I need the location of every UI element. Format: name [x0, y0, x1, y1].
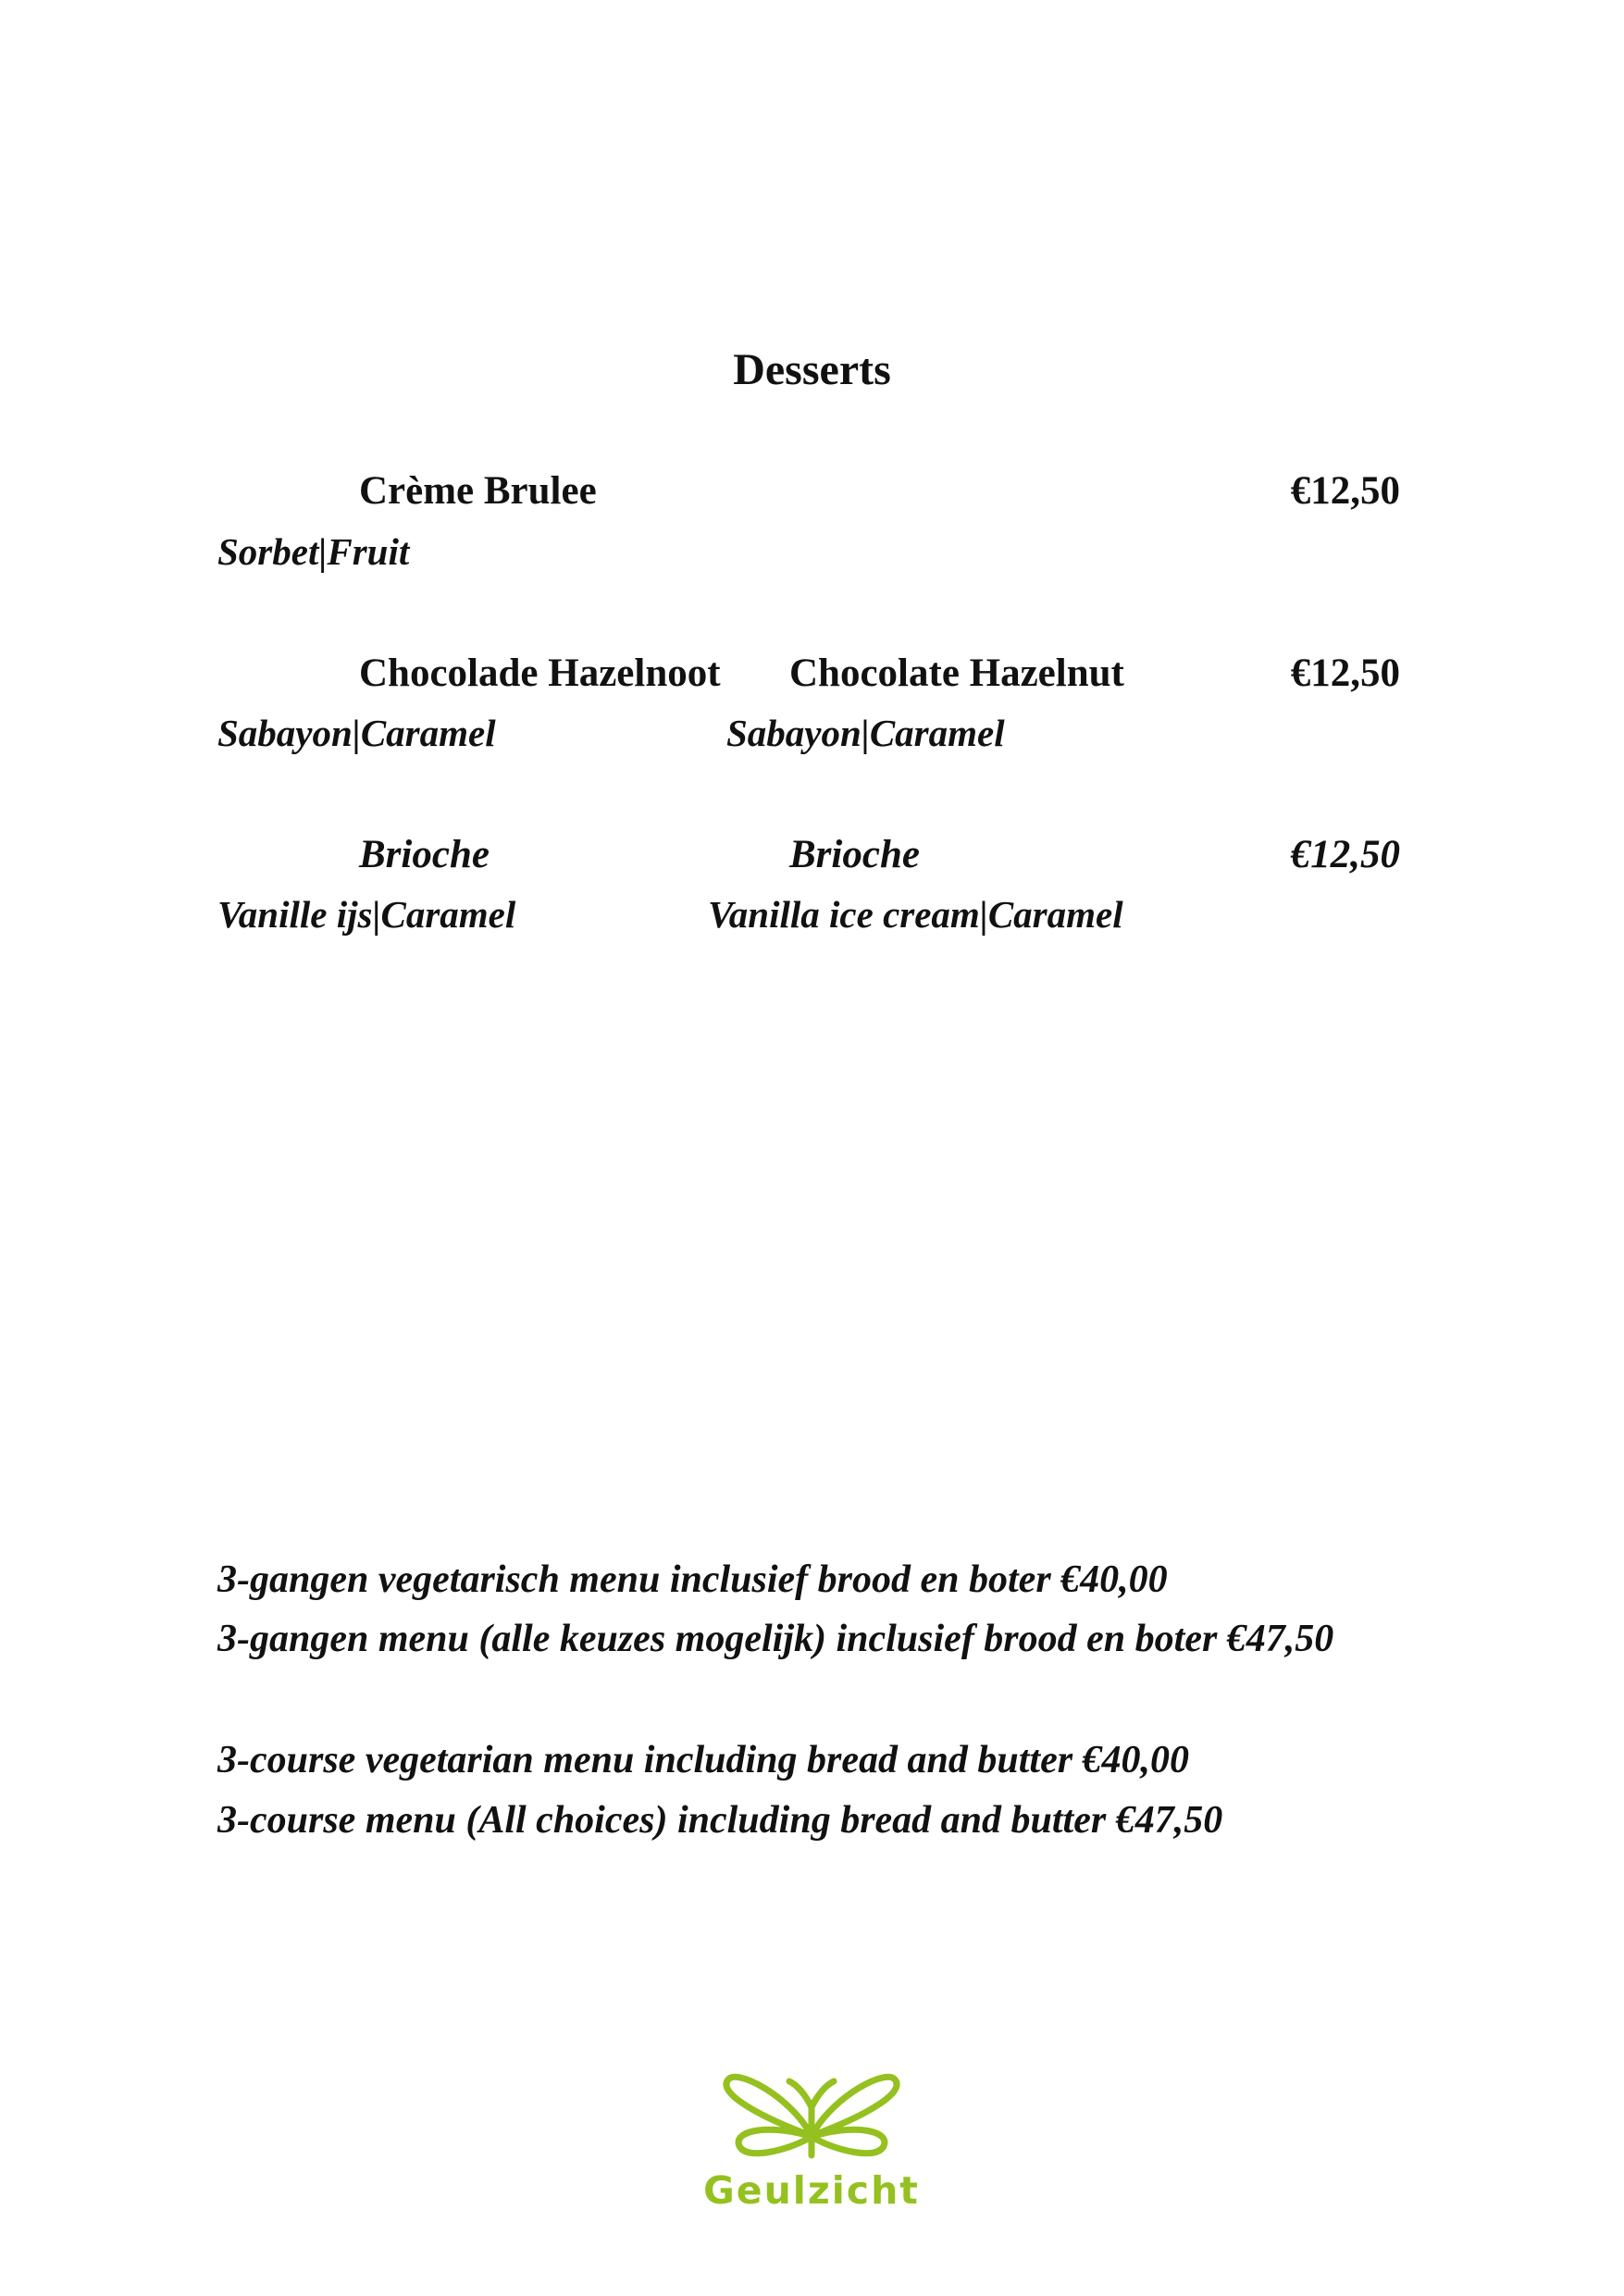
item-desc-en: Vanilla ice cream|Caramel [708, 893, 1123, 936]
menu-offer-en: 3-course vegetarian menu including bread and butter €40,00 [217, 1739, 1190, 1781]
logo [700, 2059, 923, 2213]
item-name-nl: Chocolade Hazelnoot [359, 652, 721, 695]
menu-offer-nl: 3-gangen vegetarisch menu inclusief brood en boter €40,00 [217, 1558, 1168, 1601]
logo-text: Geulzicht [703, 2168, 920, 2213]
item-price: €12,50 [1290, 652, 1400, 695]
item-name-en: Brioche [789, 833, 920, 876]
item-name-nl: Crème Brulee [359, 469, 597, 513]
item-desc-nl: Sorbet|Fruit [217, 530, 410, 573]
item-name-nl: Brioche [359, 833, 490, 876]
item-name-en: Chocolate Hazelnut [789, 652, 1124, 695]
item-price: €12,50 [1290, 833, 1400, 876]
item-price: €12,50 [1290, 469, 1400, 513]
page-title: Desserts [733, 345, 891, 394]
item-desc-nl: Vanille ijs|Caramel [217, 893, 516, 936]
butterfly-icon [700, 2059, 923, 2166]
item-desc-nl: Sabayon|Caramel [217, 712, 496, 754]
menu-offer-en: 3-course menu (All choices) including bread and butter €47,50 [217, 1799, 1223, 1842]
item-desc-en: Sabayon|Caramel [726, 712, 1005, 754]
menu-offer-nl: 3-gangen menu (alle keuzes mogelijk) inclusief brood en boter €47,50 [217, 1618, 1334, 1660]
